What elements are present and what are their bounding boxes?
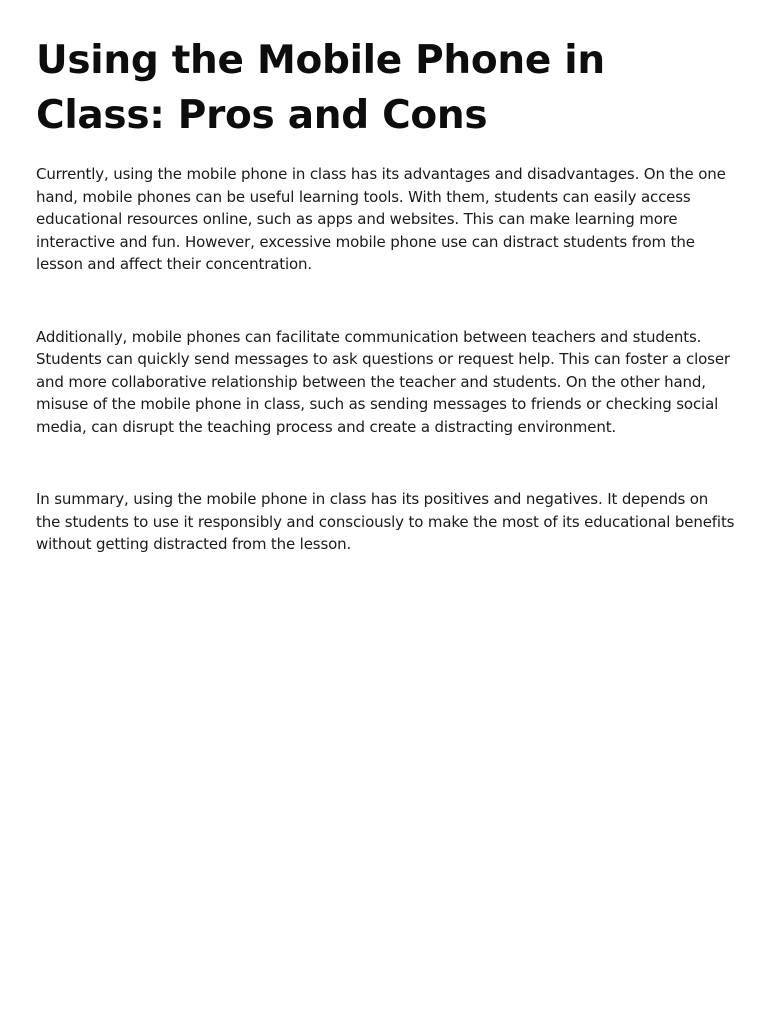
paragraph-summary: In summary, using the mobile phone in class has its positives and negatives. It depends on the students to use it responsibly and consciously to make the most of its educational benefits without getting distracted from the lesson.: [36, 490, 735, 553]
paragraph-communication: Additionally, mobile phones can facilitate communication between teachers and students. Students can quickly send messages to ask questions or request help. This can foster a closer and more collaborative relationship between the teacher and students. On the other hand, misuse of the mobile phone in class, such as sending messages to friends or checking social media, can disrupt the teaching process and create a distracting environment.: [36, 327, 730, 436]
page-title: Using the Mobile Phone in Class: Pros and Cons: [36, 38, 605, 138]
document-page: [36, 0, 736, 556]
paragraph-intro: Currently, using the mobile phone in class has its advantages and disadvantages. On the one hand, mobile phones can be useful learning tools. With them, students can easily access educational resources online, such as apps and websites. This can make learning more interactive and fun. However, excessive mobile phone use can distract students from the lesson and affect their concentration.: [36, 165, 726, 273]
